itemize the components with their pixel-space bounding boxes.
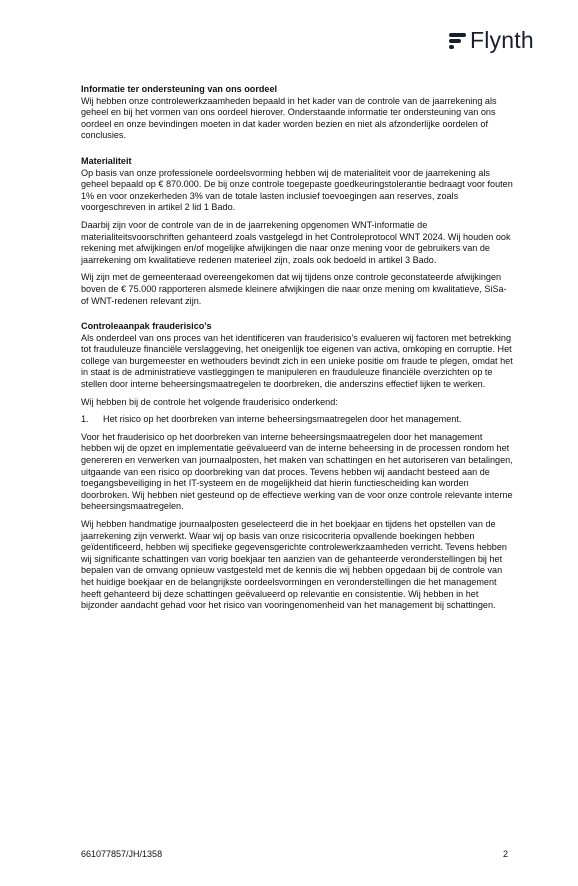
paragraph: Wij hebben bij de controle het volgende frauderisico onderkend:	[81, 396, 338, 407]
list-number: 1.	[81, 414, 89, 425]
paragraph: Op basis van onze professionele oordeelsvorming hebben wij de materialiteit voor de jaarrekening als geheel bepaald op € 870.000. De bij onze controle toegepaste goedkeuringstolerantie bedraagt voor fouten 1% en voor onzekerheden 3% van de totale lasten inclusief toevoegingen aan reserves, zoals voorgeschreven in artikel 2 lid 1 Bado.	[81, 167, 513, 213]
logo-text: Flynth	[470, 26, 534, 53]
paragraph: Voor het frauderisico op het doorbreken van interne beheersingsmaatregelen door het management hebben wij de opzet en implementatie geëvalueerd van de interne beheersing in de processen rondom het genereren en verwerken van journaalposten, het maken van schattingen en het autoriseren van betalingen, uitgaande van een risico op doorbreking van dat proces. Tevens hebben wij aandacht besteed aan de toegangsbeveiliging in het IT-systeem en de mogelijkheid dat hierin functiescheiding kan worden doorbroken. Wij hebben niet gesteund op de effectieve werking van de voor onze controle relevante interne beheersingsmaatregelen.	[81, 431, 513, 512]
page-number: 2	[503, 849, 509, 859]
flynth-logo-mark-icon	[449, 32, 466, 49]
document-body	[81, 84, 515, 626]
paragraph: Wij zijn met de gemeenteraad overeengekomen dat wij tijdens onze controle geconstateerde afwijkingen boven de € 75.000 rapporteren alsmede kleinere afwijkingen die naar onze mening om kwalitatieve, SiSa- of WNT-redenen relevant zijn.	[81, 272, 507, 306]
paragraph: Wij hebben onze controlewerkzaamheden bepaald in het kader van de controle van de jaarrekening als geheel en bij het vormen van ons oordeel hierover. Onderstaande informatie ter ondersteuning van ons oordeel en onze bevindingen moeten in dat kader worden bezien en niet als afzonderlijke oordelen of conclusies.	[81, 95, 497, 141]
section-informatie	[81, 84, 515, 142]
section-controleaanpak	[81, 321, 515, 612]
section-heading: Materialiteit	[81, 155, 132, 166]
numbered-list-item	[81, 414, 515, 426]
list-text: Het risico op het doorbreken van interne beheersingsmaatregelen door het management.	[103, 414, 462, 425]
section-heading: Informatie ter ondersteuning van ons oordeel	[81, 84, 278, 94]
flynth-logo	[449, 28, 561, 52]
paragraph: Daarbij zijn voor de controle van de in de jaarrekening opgenomen WNT-informatie de materialiteitsvoorschriften gehanteerd zoals vastgelegd in het Controleprotocol WNT 2024. Wij houden ook rekening met afwijkingen en/of mogelijke afwijkingen die naar onze mening voor de gebruikers van de jaarrekening om kwalitatieve redenen materieel zijn, zoals ook bedoeld in artikel 3 Bado.	[81, 219, 511, 265]
section-heading: Controleaanpak frauderisico’s	[81, 321, 212, 332]
paragraph: Wij hebben handmatige journaalposten geselecteerd die in het boekjaar en tijdens het opstellen van de jaarrekening zijn verwerkt. Waar wij op basis van onze risicocriteria opvallende boekingen hebben geïdentificeerd, hebben wij specifieke gegevensgerichte controlewerkzaamheden verricht. Tevens hebben wij significante schattingen van vorig boekjaar ten aanzien van de gehanteerde veronderstellingen bij het bepalen van de omvang opnieuw vastgesteld met de kennis die wij hebben opgedaan bij de controle van het huidige boekjaar en de belangrijkste oordeelsvormingen en veronderstellingen die het management heeft gehanteerd bij deze schattingen geëvalueerd op relevantie en consistentie. Wij hebben in het bijzonder aandacht gehad voor het risico van vooringenomenheid van het management bij schattingen.	[81, 519, 507, 611]
paragraph: Als onderdeel van ons proces van het identificeren van frauderisico’s evalueren wij factoren met betrekking tot frauduleuze financiële verslaggeving, het oneigenlijk toe eigenen van activa, omkoping en corruptie. Het college van burgemeester en wethouders bevindt zich in een unieke positie om fraude te plegen, omdat het in staat is de administratieve vastleggingen te manipuleren en frauduleuze financiële overzichten op te stellen door interne beheersingsmaatregelen te doorbreken, die anderszins effectief lijken te werken.	[81, 332, 513, 390]
section-materialiteit	[81, 156, 515, 307]
footer-reference: 661077857/JH/1358	[81, 849, 163, 859]
